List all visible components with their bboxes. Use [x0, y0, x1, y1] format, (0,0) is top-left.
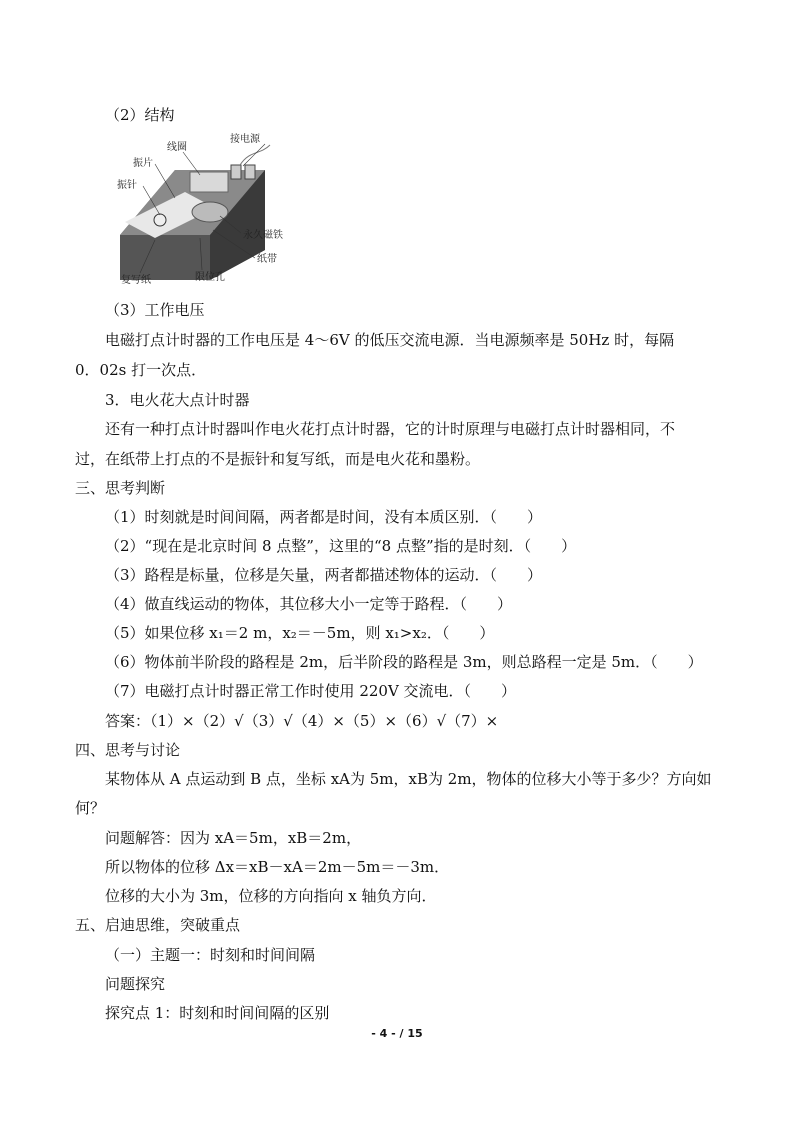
explore-point: 探究点 1：时刻和时间间隔的区别	[105, 1004, 330, 1022]
judge-item-2: （2）“现在是北京时间 8 点整”，这里的“8 点整”指的是时刻．（ ）	[105, 537, 577, 555]
explore-label: 问题探究	[105, 975, 166, 993]
terminal-right	[245, 165, 255, 179]
discuss-heading: 四、思考与讨论	[75, 741, 181, 759]
page-number: - 4 - / 15	[371, 1027, 423, 1040]
spark-heading: 3．电火花大点计时器	[105, 391, 250, 409]
label-limit-hole: 限位孔	[195, 272, 225, 283]
label-coil: 线圈	[167, 142, 187, 153]
power-wire	[240, 145, 270, 165]
coil	[190, 172, 228, 192]
voltage-heading: （3）工作电压	[105, 301, 205, 319]
label-vibrator-plate: 振片	[133, 158, 153, 169]
label-magnet: 永久磁铁	[243, 230, 283, 241]
judge-item-7: （7）电磁打点计时器正常工作时使用 220V 交流电．（ ）	[105, 682, 517, 700]
answer-line: 答案：（1）×（2）√（3）√（4）×（5）×（6）√（7）×	[105, 712, 499, 730]
label-vibrator-needle: 振针	[117, 180, 137, 191]
permanent-magnet	[192, 202, 228, 222]
judge-item-1: （1）时刻就是时间间隔，两者都是时间，没有本质区别．（ ）	[105, 508, 543, 526]
spark-text-1: 还有一种打点计时器叫作电火花打点计时器，它的计时原理与电磁打点计时器相同，不	[105, 420, 676, 438]
discuss-question-1: 某物体从 A 点运动到 B 点，坐标 xA为 5m，xB为 2m，物体的位移大小等于多少？方向如	[105, 770, 712, 788]
inspire-heading: 五、启迪思维，突破重点	[75, 916, 241, 934]
terminal-left	[231, 165, 241, 179]
solution-3: 位移的大小为 3m，位移的方向指向 x 轴负方向．	[105, 887, 437, 905]
voltage-text-1: 电磁打点计时器的工作电压是 4～6V 的低压交流电源．当电源频率是 50Hz 时，每隔	[105, 331, 675, 349]
voltage-text-2: 0．02s 打一次点．	[75, 361, 207, 379]
label-carbon-paper: 复写纸	[121, 275, 151, 286]
solution-2: 所以物体的位移 Δx＝xB－xA＝2m－5m＝－3m．	[105, 858, 450, 876]
timer-figure	[115, 130, 315, 290]
judge-item-5: （5）如果位移 x₁＝2 m，x₂＝－5m，则 x₁>x₂．（ ）	[105, 624, 495, 642]
label-tape: 纸带	[257, 254, 277, 265]
structure-heading: （2）结构	[105, 106, 175, 124]
spark-text-2: 过，在纸带上打点的不是振针和复写纸，而是电火花和墨粉。	[75, 450, 481, 468]
discuss-question-2: 何？	[75, 799, 106, 817]
judge-item-4: （4）做直线运动的物体，其位移大小一定等于路程．（ ）	[105, 595, 513, 613]
label-power: 接电源	[230, 134, 260, 145]
judge-heading: 三、思考判断	[75, 479, 166, 497]
topic-1: （一）主题一：时刻和时间间隔	[105, 946, 316, 964]
needle-point	[154, 214, 166, 226]
solution-1: 问题解答：因为 xA＝5m，xB＝2m，	[105, 829, 362, 847]
judge-item-3: （3）路程是标量，位移是矢量，两者都描述物体的运动．（ ）	[105, 566, 543, 584]
judge-item-6: （6）物体前半阶段的路程是 2m，后半阶段的路程是 3m，则总路程一定是 5m．（ ）	[105, 653, 703, 671]
